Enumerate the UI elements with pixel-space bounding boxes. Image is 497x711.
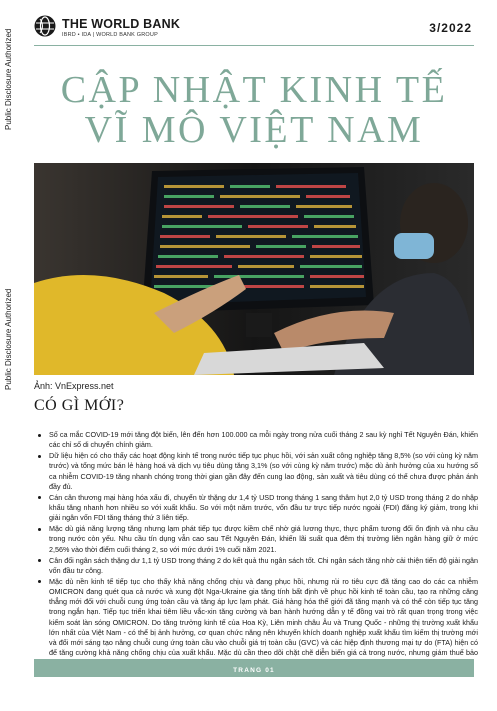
highlights-list bbox=[34, 430, 478, 669]
issue-number: 3/2022 bbox=[429, 21, 472, 35]
list-item: Cân đối ngân sách thặng dư 1,1 tỷ USD trong tháng 2 do kết quả thu ngân sách tốt. Chi ngân sách tăng nhờ cải thiện tiến độ giải ngân vốn đầu tư công. bbox=[34, 556, 478, 576]
disclosure-note-bottom: Public Disclosure Authorized bbox=[4, 288, 13, 390]
photo-caption: Ảnh: VnExpress.net bbox=[34, 381, 114, 391]
report-title-line-1: CẬP NHẬT KINH TẾ bbox=[60, 69, 448, 111]
list-item: Mặc dù giá năng lượng tăng nhưng lạm phát tiếp tục được kiềm chế nhờ giá lương thực, thực phẩm tương đối ổn định và nhu cầu trong nước còn yếu. Nhu cầu tín dụng vẫn cao sau Tết Nguyên Đán, khiến lãi suất qua đêm thị trường liên ngân hàng giữ ở mức 2,56% vào thời điểm cuối tháng 2, so với mức dưới 1% cuối năm 2021. bbox=[34, 524, 478, 555]
brand-subtitle: IBRD • IDA | WORLD BANK GROUP bbox=[62, 32, 158, 38]
page-number: TRANG 01 bbox=[233, 667, 275, 674]
list-item: Cán cân thương mại hàng hóa xấu đi, chuyển từ thặng dư 1,4 tỷ USD trong tháng 1 sang thâm hụt 2,0 tỷ USD trong tháng 2 do nhập khẩu tăng nhanh hơn nhiều so với xuất khẩu. So với một năm trước, vốn đầu tư trực tiếp nước ngoài (FDI) đăng ký giảm, trong khi giải ngân vốn FDI tăng tháng thứ 3 liên tiếp. bbox=[34, 493, 478, 524]
report-header bbox=[34, 15, 474, 45]
cover-photo bbox=[34, 163, 474, 375]
globe-icon bbox=[34, 15, 56, 37]
section-title: CÓ GÌ MỚI? bbox=[34, 397, 125, 414]
list-item: Dữ liệu hiện có cho thấy các hoạt động kinh tế trong nước tiếp tục phục hồi, với sản xuất công nghiệp tăng 8,5% (so với cùng kỳ năm trước) và tổng mức bán lẻ hàng hoá và dịch vụ tiêu dùng tăng 3,1% (so với cùng kỳ năm trước) mặc dù ảnh hưởng của xu hướng số ca nhiễm COVID-19 tăng nhanh chóng trong thời gian gần đây đến cung lao động, sản xuất và tiêu dùng có thể chưa được phản ánh đầy đủ. bbox=[34, 451, 478, 492]
brand-name: THE WORLD BANK bbox=[62, 17, 181, 31]
header-divider bbox=[34, 45, 474, 46]
list-item: Mặc dù nền kinh tế tiếp tục cho thấy khả năng chống chịu và đang phục hồi, nhưng rủi ro tiêu cực đã tăng cao do các ca nhiễm OMICRON đang quét qua cả nước và xung đột Nga-Ukraine gia tăng tính bất định về phục hồi kinh tế toàn cầu, tạo ra những căng thẳng mới đối với chuỗi cung ứng toàn cầu và tăng áp lực lạm phát. Giá hàng hóa thế giới đã tăng mạnh và có thể còn tiếp tục tăng trong ngắn hạn. Tiếp tục triển khai tiêm liều vắc-xin tăng cường và ban hành hướng dẫn y tế đồng vai trò rất quan trọng trong việc kiểm soát làn sóng OMICRON. Do tăng trưởng kinh tế của Hoa Kỳ, Liên minh châu Âu và Trung Quốc - những thị trường xuất khẩu lớn nhất của Việt Nam - có thể bị ảnh hưởng, cơ quan chức năng nên khuyến khích doanh nghiệp xuất khẩu tìm kiếm thị trường mới và đổi mới sáng tạo nâng chuỗi cung ứng toàn cầu vào chuỗi giá trị toàn cầu (GVC) và các hiệp định thương mại tự do (FTA) hiện có để tăng cường khả năng chống chịu của xuất khẩu. Mặc dù cần theo dõi chặt chẽ diễn biến giá cả trong nước, nhưng giám thuế bảo bbox=[34, 577, 478, 669]
disclosure-note-top: Public Disclosure Authorized bbox=[4, 28, 13, 130]
list-item: Số ca mắc COVID-19 mới tăng đột biến, lên đến hơn 100.000 ca mỗi ngày trong nửa cuối tháng 2 sau kỳ nghỉ Tết Nguyên Đán, khiến các chỉ số di chuyển chính giảm. bbox=[34, 430, 478, 450]
report-title-line-2: VĨ MÔ VIỆT NAM bbox=[84, 109, 424, 151]
trading-screen-photo bbox=[34, 163, 474, 375]
page-footer bbox=[34, 659, 474, 677]
